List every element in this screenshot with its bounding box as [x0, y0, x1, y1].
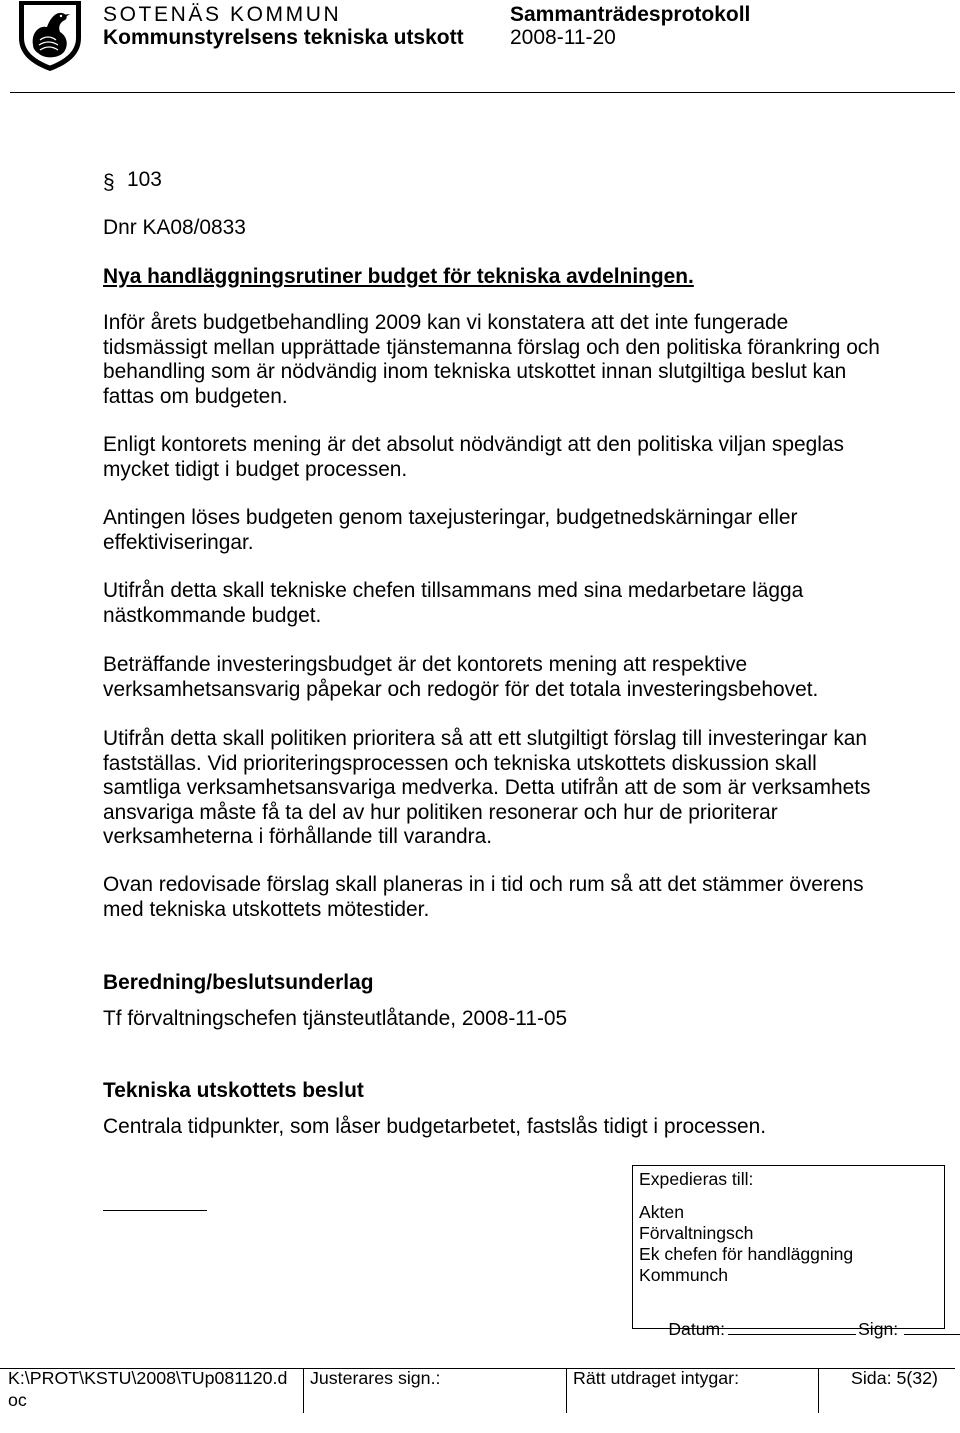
file-path: K:\PROT\KSTU\2008\TUp081120.d oc: [8, 1368, 288, 1410]
body-paragraph: Utifrån detta skall politiken prioritera så att ett slutgiltigt förslag till investeringar kan fastställas. Vid prioriteringsprocessen och tekniska utskottets diskussion skall samtliga verksamhetsansvariga medverka. Detta utifrån att de som är verksamhets ansvariga måste få ta del av hur politiken resonerar och hur de prioriterar verksamheterna i förhållande till varandra.: [103, 727, 871, 849]
paragraph-number: 103: [127, 168, 162, 191]
footer-cell-divider: [818, 1368, 819, 1413]
footer-cell-divider: [566, 1368, 567, 1413]
adjuster-signature-label: Justerares sign.:: [310, 1368, 441, 1388]
meeting-date: 2008-11-20: [510, 26, 616, 49]
distribution-recipient: Kommunch: [639, 1265, 728, 1285]
decision-heading: Tekniska utskottets beslut: [103, 1079, 364, 1102]
body-paragraph: Enligt kontorets mening är det absolut nödvändigt att den politiska viljan speglas mycket tidigt i budget processen.: [103, 433, 844, 481]
distribution-box: [632, 1165, 945, 1339]
committee-name: Kommunstyrelsens tekniska utskott: [103, 26, 464, 49]
date-blank: [728, 1319, 856, 1335]
decision-text: Centrala tidpunkter, som låser budgetarbetet, fastslås tidigt i processen.: [103, 1115, 767, 1138]
page-number: Sida: 5(32): [851, 1368, 938, 1388]
section-sign: §: [103, 171, 115, 194]
preparation-text: Tf förvaltningschefen tjänsteutlåtande, 2008-11-05: [103, 1007, 568, 1030]
signature-line: [103, 1210, 207, 1211]
item-title: Nya handläggningsrutiner budget för tekniska avdelningen.: [103, 265, 694, 288]
sign-label: Sign:: [858, 1319, 899, 1339]
header-divider: [10, 92, 955, 93]
body-paragraph: Inför årets budgetbehandling 2009 kan vi konstatera att det inte fungerade tidsmässigt mellan upprättade tjänstemanna förslag och den politiska förankring och behandling som är nödvändig inom tekniska utskottet innan slutgiltiga beslut kan fattas om budgeten.: [103, 311, 880, 408]
body-paragraph: Utifrån detta skall tekniske chefen tillsammans med sina medarbetare lägga nästkommande budget.: [103, 579, 804, 627]
distribution-recipient: Förvaltningsch: [639, 1223, 754, 1243]
date-label: Datum:: [668, 1319, 726, 1339]
distribution-recipient: Ek chefen för handläggning: [639, 1244, 854, 1264]
preparation-heading: Beredning/beslutsunderlag: [103, 971, 374, 994]
body-paragraph: Ovan redovisade förslag skall planeras in i tid och rum så att det stämmer överens med tekniska utskottets mötestider.: [103, 873, 864, 921]
organization-name: SOTENÄS KOMMUN: [103, 3, 342, 26]
footer-cell-divider: [303, 1368, 304, 1413]
sign-blank: [904, 1319, 960, 1335]
municipal-crest-icon: [18, 0, 82, 72]
date-sign-row: [639, 1298, 960, 1361]
distribution-recipient: Akten: [639, 1202, 684, 1222]
certified-extract-label: Rätt utdraget intygar:: [573, 1368, 740, 1388]
case-number: Dnr KA08/0833: [103, 216, 246, 239]
body-paragraph: Beträffande investeringsbudget är det kontorets mening att respektive verksamhetsansvarig påpekar och redogör för det totala investeringsbehovet.: [103, 653, 819, 701]
body-paragraph: Antingen löses budgeten genom taxejusteringar, budgetnedskärningar eller effektiviseringar.: [103, 506, 798, 554]
distribution-label: Expedieras till:: [639, 1169, 754, 1189]
document-type: Sammanträdesprotokoll: [510, 3, 751, 26]
